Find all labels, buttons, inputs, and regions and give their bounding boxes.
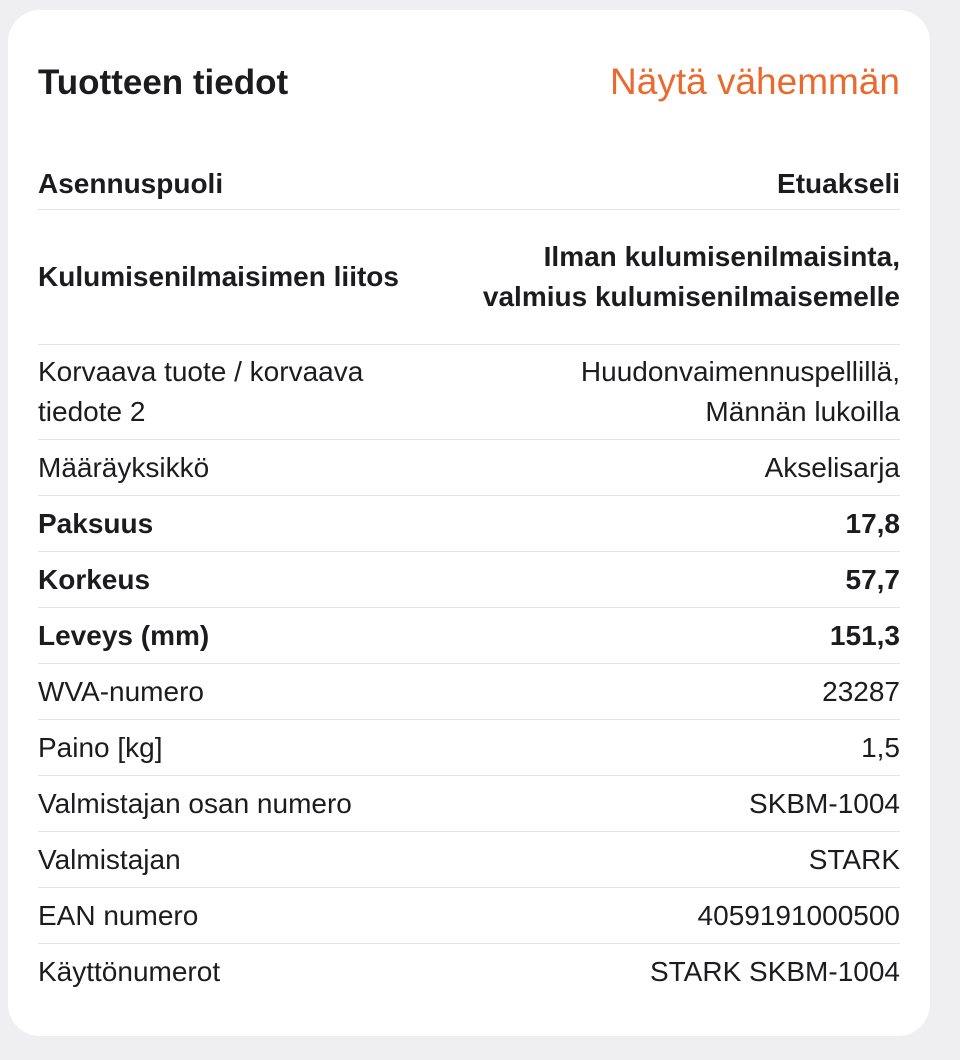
show-less-link[interactable]: Näytä vähemmän xyxy=(610,61,900,102)
detail-value: 1,5 xyxy=(861,731,900,763)
detail-row-wva-numero xyxy=(38,664,900,720)
detail-label: Kulumisenilmaisimen liitos xyxy=(38,261,399,292)
detail-row-kayttonumerot xyxy=(38,944,900,1000)
detail-row-kulumisenilmaisimen-liitos xyxy=(38,210,900,345)
detail-label: Korkeus xyxy=(38,563,151,595)
detail-row-maarayksikko xyxy=(38,440,900,496)
detail-row-paksuus xyxy=(38,496,900,552)
detail-row-ean-numero xyxy=(38,888,900,944)
detail-row-valmistajan-osan-numero xyxy=(38,776,900,832)
card-title: Tuotteen tiedot xyxy=(38,63,289,102)
card-header xyxy=(38,10,900,158)
detail-label: Asennuspuoli xyxy=(38,167,224,199)
detail-label: EAN numero xyxy=(38,899,199,931)
detail-label: Käyttönumerot xyxy=(38,956,221,987)
detail-label: Valmistajan osan numero xyxy=(38,787,352,819)
detail-label: Leveys (mm) xyxy=(38,619,210,651)
detail-label: Valmistajan xyxy=(38,843,181,875)
detail-row-paino xyxy=(38,720,900,776)
detail-label: Paksuus xyxy=(38,507,154,539)
detail-label: WVA-numero xyxy=(38,675,204,707)
detail-value: STARK xyxy=(808,843,900,875)
detail-row-valmistajan xyxy=(38,832,900,888)
detail-value: 17,8 xyxy=(845,507,900,539)
detail-label: Korvaava tuote / korvaava tiedote 2 xyxy=(38,356,364,427)
detail-value: 23287 xyxy=(822,675,900,707)
product-details-card xyxy=(8,10,930,1036)
detail-value: Etuakseli xyxy=(777,167,900,199)
detail-value: 57,7 xyxy=(845,563,900,595)
detail-label: Paino [kg] xyxy=(38,731,163,763)
detail-value: Huudonvaimennuspellillä, Männän lukoilla xyxy=(580,356,900,427)
detail-row-asennuspuoli xyxy=(38,158,900,210)
detail-row-korkeus xyxy=(38,552,900,608)
detail-value: STARK SKBM-1004 xyxy=(649,956,900,987)
detail-value: Akselisarja xyxy=(764,451,900,483)
detail-value: 4059191000500 xyxy=(697,899,900,931)
detail-value: SKBM-1004 xyxy=(749,787,900,819)
detail-row-leveys xyxy=(38,608,900,664)
detail-value: 151,3 xyxy=(829,619,900,651)
detail-label: Määräyksikkö xyxy=(38,451,210,483)
details-list xyxy=(38,158,900,1000)
detail-value: Ilman kulumisenilmaisinta, valmius kulumisenilmaisemelle xyxy=(482,241,900,312)
detail-row-korvaava-tuote xyxy=(38,345,900,440)
